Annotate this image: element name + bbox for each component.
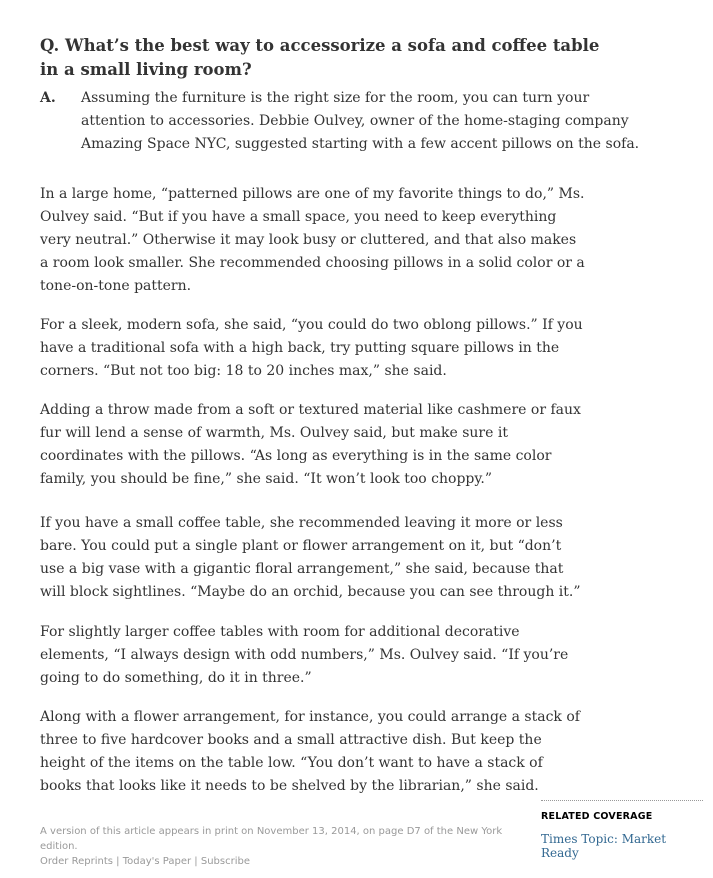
body-paragraph-6: Along with a flower arrangement, for instance, you could arrange a stack of three to five hardcover books and a small attractive dish. But keep the height of the items on the table low. “You don’t want to have a stack of books that looks like it needs to be shelved by the librarian,” she said. <box>40 709 580 794</box>
footer-separator: | <box>194 856 198 867</box>
body-paragraph-5: For slightly larger coffee tables with room for additional decorative elements, “I always design with odd numbers,” Ms. Oulvey said. “If you’re going to do something, do it in three.” <box>40 624 569 686</box>
article-footer <box>40 824 530 869</box>
body-paragraph-1: In a large home, “patterned pillows are one of my favorite things to do,” Ms. Oulvey said. “But if you have a small space, you need to keep everything very neutral.” Otherwise it may look busy or cluttered, and that also makes a room look smaller. She recommended choosing pillows in a solid color or a tone-on-tone pattern. <box>40 186 585 294</box>
question-heading: Q. What’s the best way to accessorize a sofa and coffee table in a small living room? <box>40 36 600 79</box>
body-paragraph-3: Adding a throw made from a soft or textured material like cashmere or faux fur will lend a sense of warmth, Ms. Oulvey said, but make sure it coordinates with the pillows. “As long as everything is in the same color family, you should be fine,” she said. “It won’t look too choppy.” <box>40 402 581 487</box>
subscribe-link[interactable]: Subscribe <box>200 856 250 867</box>
answer-letter: A. <box>40 90 56 106</box>
todays-paper-link[interactable]: Today's Paper <box>122 856 192 867</box>
order-reprints-link[interactable]: Order Reprints <box>40 856 113 867</box>
related-coverage-panel <box>541 800 703 860</box>
footer-separator: | <box>116 856 120 867</box>
related-coverage-heading: RELATED COVERAGE <box>541 811 653 822</box>
body-paragraph-2: For a sleek, modern sofa, she said, “you could do two oblong pillows.” If you have a traditional sofa with a high back, try putting square pillows in the corners. “But not too big: 18 to 20 inches max,” she said. <box>40 317 583 379</box>
footer-links <box>40 854 530 869</box>
answer-text: Assuming the furniture is the right size for the room, you can turn your attention to accessories. Debbie Oulvey, owner of the home-staging company Amazing Space NYC, suggested starting with a few accent pillows on the sofa. <box>81 90 640 152</box>
related-coverage-link[interactable]: Times Topic: Market Ready <box>541 832 667 860</box>
body-paragraph-4: If you have a small coffee table, she recommended leaving it more or less bare. You could put a single plant or flower arrangement on it, but “don’t use a big vase with a gigantic floral arrangement,” she said, because that will block sightlines. “Maybe do an orchid, because you can see through it.” <box>40 515 581 600</box>
print-edition-note: A version of this article appears in print on November 13, 2014, on page D7 of the New York edition. <box>40 826 503 852</box>
